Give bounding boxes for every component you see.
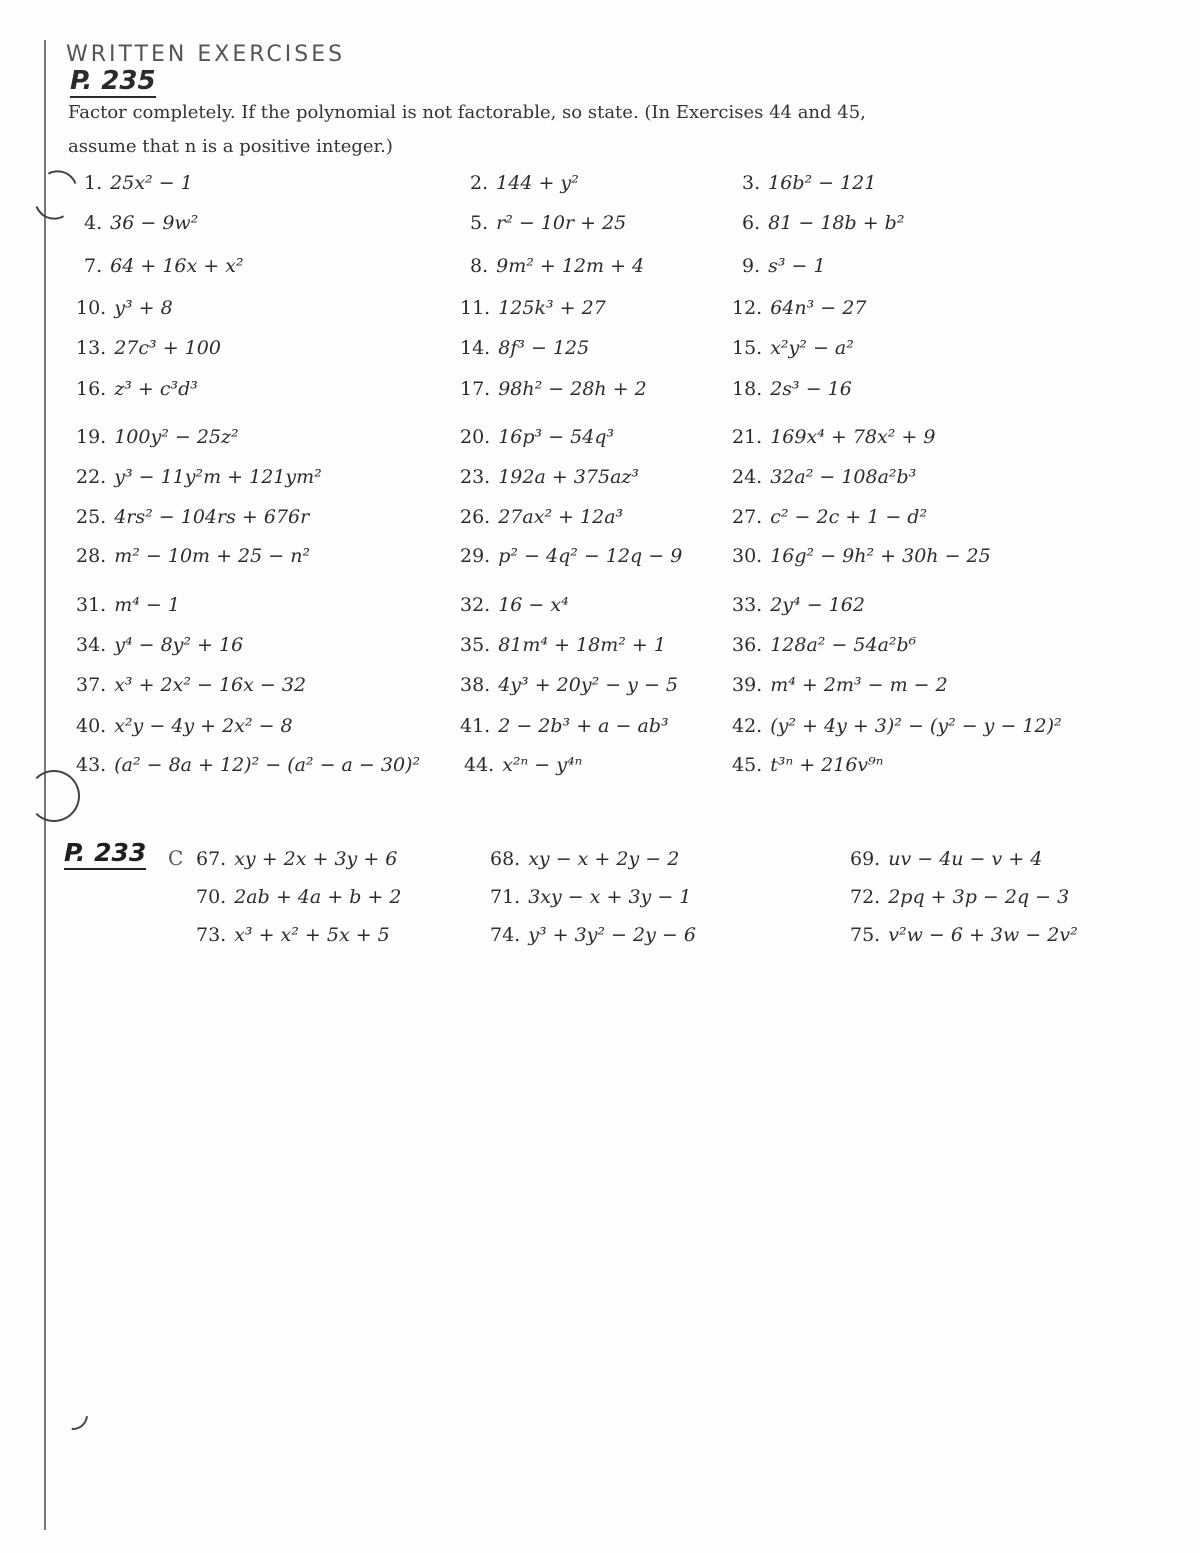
- exercise-item: [196, 848, 397, 870]
- exercise-expression: s³ − 1: [768, 255, 826, 277]
- exercise-expression: 8f³ − 125: [498, 337, 590, 359]
- exercise-item: [732, 466, 916, 488]
- exercise-row: [0, 337, 1200, 367]
- exercise-expression: uv − 4u − v + 4: [888, 848, 1043, 870]
- exercise-item: [76, 634, 243, 656]
- exercise-item: [76, 754, 420, 776]
- exercise-expression: m² − 10m + 25 − n²: [114, 545, 311, 567]
- exercise-number: 67.: [196, 848, 227, 870]
- exercise-row: [0, 545, 1200, 575]
- exercise-item: [84, 212, 198, 234]
- exercise-expression: 2y⁴ − 162: [770, 594, 865, 616]
- exercise-item: [850, 924, 1078, 946]
- exercise-item: [76, 594, 180, 616]
- exercise-item: [76, 674, 306, 696]
- exercise-item: [742, 172, 876, 194]
- exercise-number: 42.: [732, 715, 763, 737]
- exercise-row: [0, 594, 1200, 624]
- exercise-number: 20.: [460, 426, 491, 448]
- exercise-item: [76, 337, 221, 359]
- exercise-expression: x²y² − a²: [770, 337, 854, 359]
- exercise-item: [732, 337, 854, 359]
- exercise-item: [460, 466, 639, 488]
- exercise-expression: 64n³ − 27: [770, 297, 867, 319]
- exercise-number: 38.: [460, 674, 491, 696]
- exercise-item: [850, 886, 1069, 908]
- exercise-row: [0, 466, 1200, 496]
- exercise-number: 33.: [732, 594, 763, 616]
- exercise-item: [732, 634, 916, 656]
- exercise-expression: v²w − 6 + 3w − 2v²: [888, 924, 1078, 946]
- exercise-item: [76, 378, 198, 400]
- exercise-number: 29.: [460, 545, 491, 567]
- exercise-number: 74.: [490, 924, 521, 946]
- exercise-row: [0, 674, 1200, 704]
- exercise-item: [76, 715, 293, 737]
- exercise-number: 73.: [196, 924, 227, 946]
- exercise-number: 11.: [460, 297, 491, 319]
- exercise-number: 26.: [460, 506, 491, 528]
- exercise-number: 41.: [460, 715, 491, 737]
- exercise-item: [196, 924, 390, 946]
- exercise-expression: 4y³ + 20y² − y − 5: [498, 674, 679, 696]
- exercise-expression: 169x⁴ + 78x² + 9: [770, 426, 936, 448]
- exercise-expression: xy − x + 2y − 2: [528, 848, 680, 870]
- exercise-number: 34.: [76, 634, 107, 656]
- exercise-row: [0, 715, 1200, 745]
- exercise-row: [0, 886, 1200, 916]
- exercise-item: [464, 754, 582, 776]
- pen-mark-bottom: [52, 1394, 94, 1436]
- exercise-item: [470, 255, 644, 277]
- exercise-row: [0, 426, 1200, 456]
- exercise-number: 37.: [76, 674, 107, 696]
- exercise-row: [0, 634, 1200, 664]
- exercise-item: [84, 172, 193, 194]
- exercise-number: 43.: [76, 754, 107, 776]
- exercise-item: [732, 426, 935, 448]
- exercise-number: 17.: [460, 378, 491, 400]
- exercise-number: 18.: [732, 378, 763, 400]
- exercise-item: [460, 337, 589, 359]
- exercise-number: 30.: [732, 545, 763, 567]
- exercise-number: 9.: [742, 255, 761, 277]
- exercise-item: [732, 545, 991, 567]
- exercise-expression: 27c³ + 100: [114, 337, 221, 359]
- section-title: WRITTEN EXERCISES: [66, 42, 346, 67]
- exercise-expression: y³ + 3y² − 2y − 6: [528, 924, 696, 946]
- exercise-expression: 9m² + 12m + 4: [496, 255, 645, 277]
- exercise-expression: z³ + c³d³: [114, 378, 198, 400]
- exercise-item: [732, 378, 852, 400]
- exercise-item: [460, 426, 614, 448]
- exercise-number: 4.: [84, 212, 103, 234]
- exercise-number: 16.: [76, 378, 107, 400]
- exercise-number: 2.: [470, 172, 489, 194]
- exercise-number: 44.: [464, 754, 495, 776]
- exercise-expression: x²ⁿ − y⁴ⁿ: [502, 754, 583, 776]
- exercise-item: [732, 594, 865, 616]
- exercise-row: [0, 848, 1200, 878]
- exercise-expression: p² − 4q² − 12q − 9: [498, 545, 683, 567]
- exercise-expression: 128a² − 54a²b⁶: [770, 634, 917, 656]
- exercise-expression: 16 − x⁴: [498, 594, 569, 616]
- handwritten-page-note-2: P. 233: [64, 838, 146, 870]
- exercise-expression: y⁴ − 8y² + 16: [114, 634, 244, 656]
- exercise-row: [0, 255, 1200, 285]
- exercise-number: 3.: [742, 172, 761, 194]
- exercise-number: 72.: [850, 886, 881, 908]
- exercise-row: [0, 754, 1200, 784]
- exercise-item: [460, 506, 623, 528]
- exercise-item: [84, 255, 244, 277]
- exercise-row: [0, 297, 1200, 327]
- exercise-number: 23.: [460, 466, 491, 488]
- exercise-expression: y³ − 11y²m + 121ym²: [114, 466, 322, 488]
- exercise-expression: 16b² − 121: [768, 172, 877, 194]
- exercise-expression: (y² + 4y + 3)² − (y² − y − 12)²: [770, 715, 1062, 737]
- exercise-number: 35.: [460, 634, 491, 656]
- exercise-expression: r² − 10r + 25: [496, 212, 627, 234]
- exercise-item: [470, 212, 626, 234]
- exercise-number: 28.: [76, 545, 107, 567]
- exercise-number: 6.: [742, 212, 761, 234]
- exercise-expression: 25x² − 1: [110, 172, 193, 194]
- exercise-item: [76, 466, 322, 488]
- exercise-expression: 2 − 2b³ + a − ab³: [498, 715, 669, 737]
- exercise-number: 7.: [84, 255, 103, 277]
- handwritten-page-note: P. 235: [70, 66, 156, 96]
- exercise-number: 5.: [470, 212, 489, 234]
- exercise-expression: 4rs² − 104rs + 676r: [114, 506, 310, 528]
- exercise-number: 25.: [76, 506, 107, 528]
- exercise-expression: 36 − 9w²: [110, 212, 199, 234]
- exercise-number: 32.: [460, 594, 491, 616]
- exercise-item: [460, 378, 647, 400]
- exercise-item: [732, 506, 927, 528]
- exercise-item: [850, 848, 1042, 870]
- exercise-number: 71.: [490, 886, 521, 908]
- exercise-expression: 192a + 375az³: [498, 466, 640, 488]
- exercise-expression: t³ⁿ + 216v⁹ⁿ: [770, 754, 884, 776]
- exercise-number: 27.: [732, 506, 763, 528]
- exercise-number: 24.: [732, 466, 763, 488]
- exercise-number: 22.: [76, 466, 107, 488]
- exercise-row: [0, 924, 1200, 954]
- exercise-row: [0, 212, 1200, 242]
- exercise-number: 13.: [76, 337, 107, 359]
- exercise-row: [0, 378, 1200, 408]
- exercise-expression: 81m⁴ + 18m² + 1: [498, 634, 666, 656]
- exercise-expression: 144 + y²: [496, 172, 579, 194]
- exercise-item: [76, 297, 173, 319]
- exercise-number: 10.: [76, 297, 107, 319]
- exercise-expression: 100y² − 25z²: [114, 426, 239, 448]
- exercise-number: 40.: [76, 715, 107, 737]
- exercise-number: 14.: [460, 337, 491, 359]
- exercise-expression: 32a² − 108a²b³: [770, 466, 917, 488]
- exercise-number: 39.: [732, 674, 763, 696]
- exercise-row: [0, 506, 1200, 536]
- exercise-expression: x³ + 2x² − 16x − 32: [114, 674, 307, 696]
- exercise-item: [196, 886, 401, 908]
- exercise-number: 31.: [76, 594, 107, 616]
- exercise-item: [742, 255, 826, 277]
- exercise-number: 8.: [470, 255, 489, 277]
- exercise-expression: y³ + 8: [114, 297, 173, 319]
- exercise-expression: 125k³ + 27: [498, 297, 606, 319]
- exercise-expression: 64 + 16x + x²: [110, 255, 244, 277]
- exercise-item: [460, 715, 669, 737]
- exercise-expression: 16p³ − 54q³: [498, 426, 615, 448]
- exercise-expression: 98h² − 28h + 2: [498, 378, 647, 400]
- exercise-expression: m⁴ + 2m³ − m − 2: [770, 674, 948, 696]
- exercise-row: [0, 172, 1200, 202]
- exercise-expression: 81 − 18b + b²: [768, 212, 905, 234]
- exercise-item: [76, 506, 309, 528]
- exercise-item: [76, 426, 239, 448]
- exercise-expression: 2ab + 4a + b + 2: [234, 886, 402, 908]
- exercise-number: 36.: [732, 634, 763, 656]
- exercise-item: [742, 212, 904, 234]
- exercise-expression: 2s³ − 16: [770, 378, 852, 400]
- exercise-item: [460, 545, 682, 567]
- exercise-number: 68.: [490, 848, 521, 870]
- exercise-number: 69.: [850, 848, 881, 870]
- exercise-number: 70.: [196, 886, 227, 908]
- exercise-expression: c² − 2c + 1 − d²: [770, 506, 928, 528]
- exercise-item: [470, 172, 579, 194]
- exercise-expression: 27ax² + 12a³: [498, 506, 624, 528]
- exercise-item: [460, 297, 606, 319]
- exercise-item: [460, 674, 678, 696]
- exercise-expression: m⁴ − 1: [114, 594, 180, 616]
- exercise-number: 45.: [732, 754, 763, 776]
- exercise-item: [460, 594, 569, 616]
- exercise-expression: 2pq + 3p − 2q − 3: [888, 886, 1070, 908]
- exercise-expression: xy + 2x + 3y + 6: [234, 848, 398, 870]
- exercise-number: 15.: [732, 337, 763, 359]
- exercise-item: [490, 886, 691, 908]
- exercise-number: 1.: [84, 172, 103, 194]
- exercise-item: [490, 924, 696, 946]
- exercise-expression: 16g² − 9h² + 30h − 25: [770, 545, 991, 567]
- exercise-expression: x²y − 4y + 2x² − 8: [114, 715, 293, 737]
- exercise-item: [732, 715, 1062, 737]
- exercise-level-label: C: [168, 846, 184, 870]
- exercise-item: [732, 674, 948, 696]
- exercise-number: 21.: [732, 426, 763, 448]
- exercise-number: 12.: [732, 297, 763, 319]
- exercise-number: 75.: [850, 924, 881, 946]
- exercise-item: [490, 848, 679, 870]
- exercise-number: 19.: [76, 426, 107, 448]
- exercise-item: [76, 545, 310, 567]
- instructions: Factor completely. If the polynomial is not factorable, so state. (In Exercises 44 and 45, assume that n is a positive integer.): [68, 102, 866, 157]
- exercise-expression: (a² − 8a + 12)² − (a² − a − 30)²: [114, 754, 421, 776]
- exercise-expression: 3xy − x + 3y − 1: [528, 886, 692, 908]
- exercise-item: [732, 297, 866, 319]
- exercise-expression: x³ + x² + 5x + 5: [234, 924, 390, 946]
- exercise-item: [460, 634, 666, 656]
- exercise-item: [732, 754, 884, 776]
